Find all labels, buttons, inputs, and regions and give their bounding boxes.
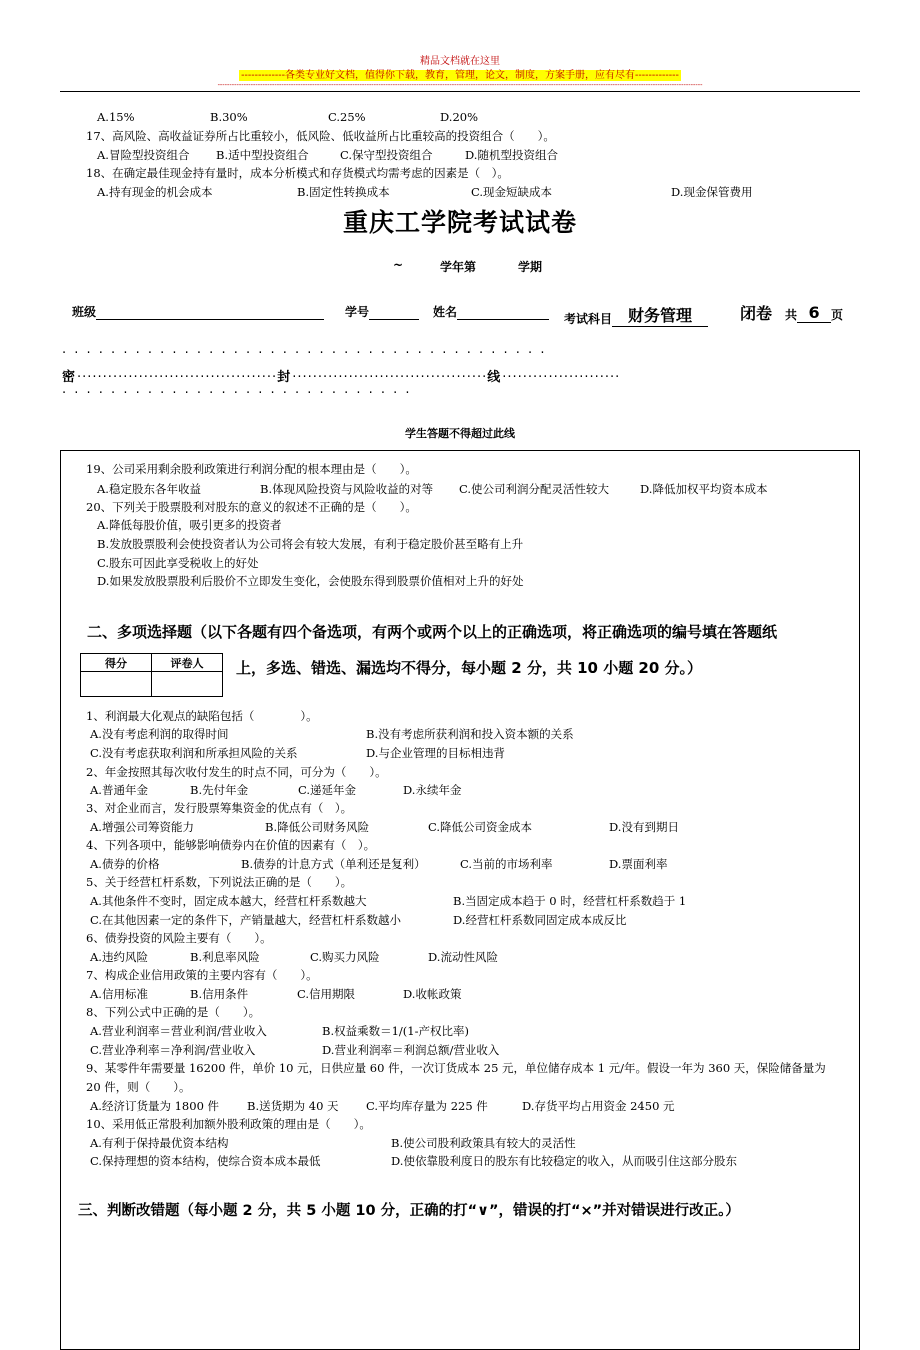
q19-option-d: D.降低加权平均资本成本: [640, 482, 768, 496]
q18-option-b: B.固定性转换成本: [297, 185, 390, 199]
q18-option-a: A.持有现金的机会成本: [97, 185, 213, 199]
mq1-text: 1、利润最大化观点的缺陷包括（ ）。: [86, 709, 318, 723]
section3-heading: 三、判断改错题（每小题 2 分，共 5 小题 10 分，正确的打“∨”，错误的打“×”并对错误进行改正。）: [78, 1203, 740, 1219]
q16-option-d: D.20%: [440, 110, 479, 124]
promo-banner-title: 精品文档就在这里: [420, 56, 500, 67]
mq5-option-b: B.当固定成本趋于 0 时，经营杠杆系数趋于 1: [453, 894, 687, 908]
q18-text: 18、在确定最佳现金持有量时，成本分析模式和存货模式均需考虑的因素是（ ）。: [86, 166, 509, 180]
q19-text: 19、公司采用剩余股利政策进行利润分配的根本理由是（ ）。: [86, 462, 417, 476]
q17-option-d: D.随机型投资组合: [465, 148, 558, 162]
mq4-text: 4、下列各项中，能够影响债券内在价值的因素有（ ）。: [86, 838, 376, 852]
q19-option-c: C.使公司利润分配灵活性较大: [459, 482, 610, 496]
mq5-option-a: A.其他条件不变时，固定成本越大，经营杠杆系数越大: [90, 894, 367, 908]
mq2-option-b: B.先付年金: [190, 783, 249, 797]
grader-cell[interactable]: [152, 672, 223, 697]
q20-text: 20、下列关于股票股利对股东的意义的叙述不正确的是（ ）。: [86, 500, 417, 514]
class-label: 班级: [72, 305, 97, 319]
q19-option-b: B.体现风险投资与风险收益的对等: [260, 482, 434, 496]
term-label: 学期: [518, 260, 543, 274]
score-cell[interactable]: [81, 672, 152, 697]
mq4-option-a: A.债券的价格: [90, 857, 160, 871]
mq9-option-c: C.平均库存量为 225 件: [366, 1099, 488, 1113]
class-blank: [96, 304, 324, 320]
mq1-option-a: A.没有考虑利润的取得时间: [90, 727, 229, 741]
mq7-text: 7、构成企业信用政策的主要内容有（ ）。: [86, 968, 318, 982]
answer-boundary-notice: 学生答题不得超过此线: [405, 427, 515, 440]
pages-suffix: 页: [831, 308, 844, 322]
mq10-option-d: D.使依靠股利度日的股东有比较稳定的收入，从而吸引住这部分股东: [391, 1154, 737, 1168]
year-tilde: ~: [393, 258, 404, 272]
q18-option-d: D.现金保管费用: [671, 185, 753, 199]
mq9-text: 9、某零件年需要量 16200 件，单价 10 元，日供应量 60 件，一次订货成本 25 元，单位储存成本 1 元/年。假设一年为 360 天，保险储备量为: [86, 1061, 826, 1075]
section2-heading-line2: 上，多选、错选、漏选均不得分，每小题 2 分，共 10 小题 20 分。）: [236, 659, 703, 677]
mq5-text: 5、关于经营杠杆系数，下列说法正确的是（ ）。: [86, 875, 353, 889]
name-label: 姓名: [433, 305, 458, 319]
mq6-option-d: D.流动性风险: [428, 950, 498, 964]
q17-option-b: B.适中型投资组合: [216, 148, 309, 162]
mq5-option-d: D.经营杠杆系数同固定成本成反比: [453, 913, 627, 927]
exam-title: 重庆工学院考试试卷: [342, 208, 577, 237]
mq3-option-b: B.降低公司财务风险: [265, 820, 370, 834]
q20-option-d: D.如果发放股票股利后股价不立即发生变化，会使股东得到股票价值相对上升的好处: [97, 574, 524, 588]
seal-dots-row2: 密·······································封······································线·······················: [62, 370, 621, 385]
mq9-option-b: B.送货期为 40 天: [247, 1099, 339, 1113]
mq4-option-b: B.债券的计息方式（单利还是复利）: [241, 857, 426, 871]
subject-value: 财务管理: [612, 303, 708, 327]
pages-field: [785, 303, 843, 323]
mq3-option-d: D.没有到期日: [609, 820, 679, 834]
promo-banner-dashes: -------------------------------------------------------------------------------------------------------------------------------------------------------------------------------------------------------------: [217, 81, 703, 89]
mq10-option-a: A.有利于保持最优资本结构: [90, 1136, 229, 1150]
q17-option-a: A.冒险型投资组合: [97, 148, 190, 162]
mq10-option-b: B.使公司股利政策具有较大的灵活性: [391, 1136, 576, 1150]
mq7-option-d: D.收帐政策: [403, 987, 462, 1001]
section2-heading-line1: 二、多项选择题（以下各题有四个备选项，有两个或两个以上的正确选项，将正确选项的编号填在答题纸: [87, 623, 778, 641]
student-id-field: [345, 303, 419, 320]
student-id-blank: [369, 304, 419, 320]
mq4-option-d: D.票面利率: [609, 857, 668, 871]
mq2-text: 2、年金按照其每次收付发生的时点不同，可分为（ ）。: [86, 765, 387, 779]
pages-prefix: 共: [785, 308, 798, 322]
header-rule: [60, 91, 860, 92]
year-label: 学年第: [440, 260, 477, 274]
mq10-option-c: C.保持理想的资本结构，使综合资本成本最低: [90, 1154, 321, 1168]
grader-header: 评卷人: [152, 654, 223, 672]
name-blank: [457, 304, 549, 320]
seal-dots-row1: · · · · · · · · · · · · · · · · · · · · · · · · · · · · · · · · · · · · · · · ·: [62, 346, 547, 361]
mq9-text-cont: 20 件，则（ ）。: [86, 1080, 191, 1094]
mq6-option-c: C.购买力风险: [310, 950, 380, 964]
mq3-option-c: C.降低公司资金成本: [428, 820, 533, 834]
mq8-option-d: D.营业利润率＝利润总额/营业收入: [322, 1043, 500, 1057]
student-id-label: 学号: [345, 305, 370, 319]
mq8-text: 8、下列公式中正确的是（ ）。: [86, 1005, 261, 1019]
mq8-option-b: B.权益乘数＝1/(1-产权比率): [322, 1024, 469, 1038]
q16-option-c: C.25%: [328, 110, 366, 124]
class-field: [72, 303, 324, 320]
mq7-option-a: A.信用标准: [90, 987, 148, 1001]
mq2-option-a: A.普通年金: [90, 783, 148, 797]
subject-label: 考试科目: [564, 312, 613, 326]
mq2-option-d: D.永续年金: [403, 783, 462, 797]
seal-char-feng: 封: [277, 370, 293, 385]
mq3-option-a: A.增强公司筹资能力: [90, 820, 194, 834]
q20-option-a: A.降低每股价值，吸引更多的投资者: [97, 518, 282, 532]
q16-option-b: B.30%: [210, 110, 248, 124]
mq9-option-d: D.存货平均占用资金 2450 元: [522, 1099, 675, 1113]
subject-field: [564, 303, 708, 327]
mq4-option-c: C.当前的市场利率: [460, 857, 553, 871]
score-table: [80, 653, 223, 697]
q19-option-a: A.稳定股东各年收益: [97, 482, 201, 496]
mq8-option-c: C.营业净利率＝净利润/营业收入: [90, 1043, 256, 1057]
mq1-option-b: B.没有考虑所获利润和投入资本额的关系: [366, 727, 574, 741]
q20-option-c: C.股东可因此享受税收上的好处: [97, 556, 259, 570]
mq3-text: 3、对企业而言，发行股票筹集资金的优点有（ ）。: [86, 801, 353, 815]
mq5-option-c: C.在其他因素一定的条件下，产销量越大，经营杠杆系数越小: [90, 913, 402, 927]
mq10-text: 10、采用低正常股利加额外股利政策的理由是（ ）。: [86, 1117, 371, 1131]
mq9-option-a: A.经济订货量为 1800 件: [90, 1099, 220, 1113]
score-header: 得分: [81, 654, 152, 672]
q17-text: 17、高风险、高收益证券所占比重较小，低风险、低收益所占比重较高的投资组合（ ）。: [86, 129, 555, 143]
mq1-option-c: C.没有考虑获取利润和所承担风险的关系: [90, 746, 298, 760]
mq7-option-c: C.信用期限: [297, 987, 356, 1001]
exam-type: 闭卷: [740, 304, 773, 323]
mq6-text: 6、债券投资的风险主要有（ ）。: [86, 931, 272, 945]
mq6-option-b: B.利息率风险: [190, 950, 260, 964]
q20-option-b: B.发放股票股利会使投资者认为公司将会有较大发展，有利于稳定股价甚至略有上升: [97, 537, 524, 551]
mq1-option-d: D.与企业管理的目标相违背: [366, 746, 505, 760]
q16-option-a: A.15%: [97, 110, 135, 124]
mq2-option-c: C.递延年金: [298, 783, 357, 797]
seal-char-xian: 线: [487, 370, 503, 385]
promo-banner-text: -------------各类专业好文档，值得你下载，教育，管理，论文，制度，方案手册，应有尽有-------------: [241, 70, 679, 81]
seal-char-mi: 密: [62, 370, 78, 385]
pages-value: 6: [797, 303, 831, 323]
q17-option-c: C.保守型投资组合: [340, 148, 433, 162]
mq8-option-a: A.营业利润率＝营业利润/营业收入: [90, 1024, 267, 1038]
name-field: [433, 303, 549, 320]
seal-dots-row3: · · · · · · · · · · · · · · · · · · · · · · · · · · · · ·: [62, 386, 412, 401]
mq6-option-a: A.违约风险: [90, 950, 148, 964]
mq7-option-b: B.信用条件: [190, 987, 249, 1001]
q18-option-c: C.现金短缺成本: [471, 185, 553, 199]
